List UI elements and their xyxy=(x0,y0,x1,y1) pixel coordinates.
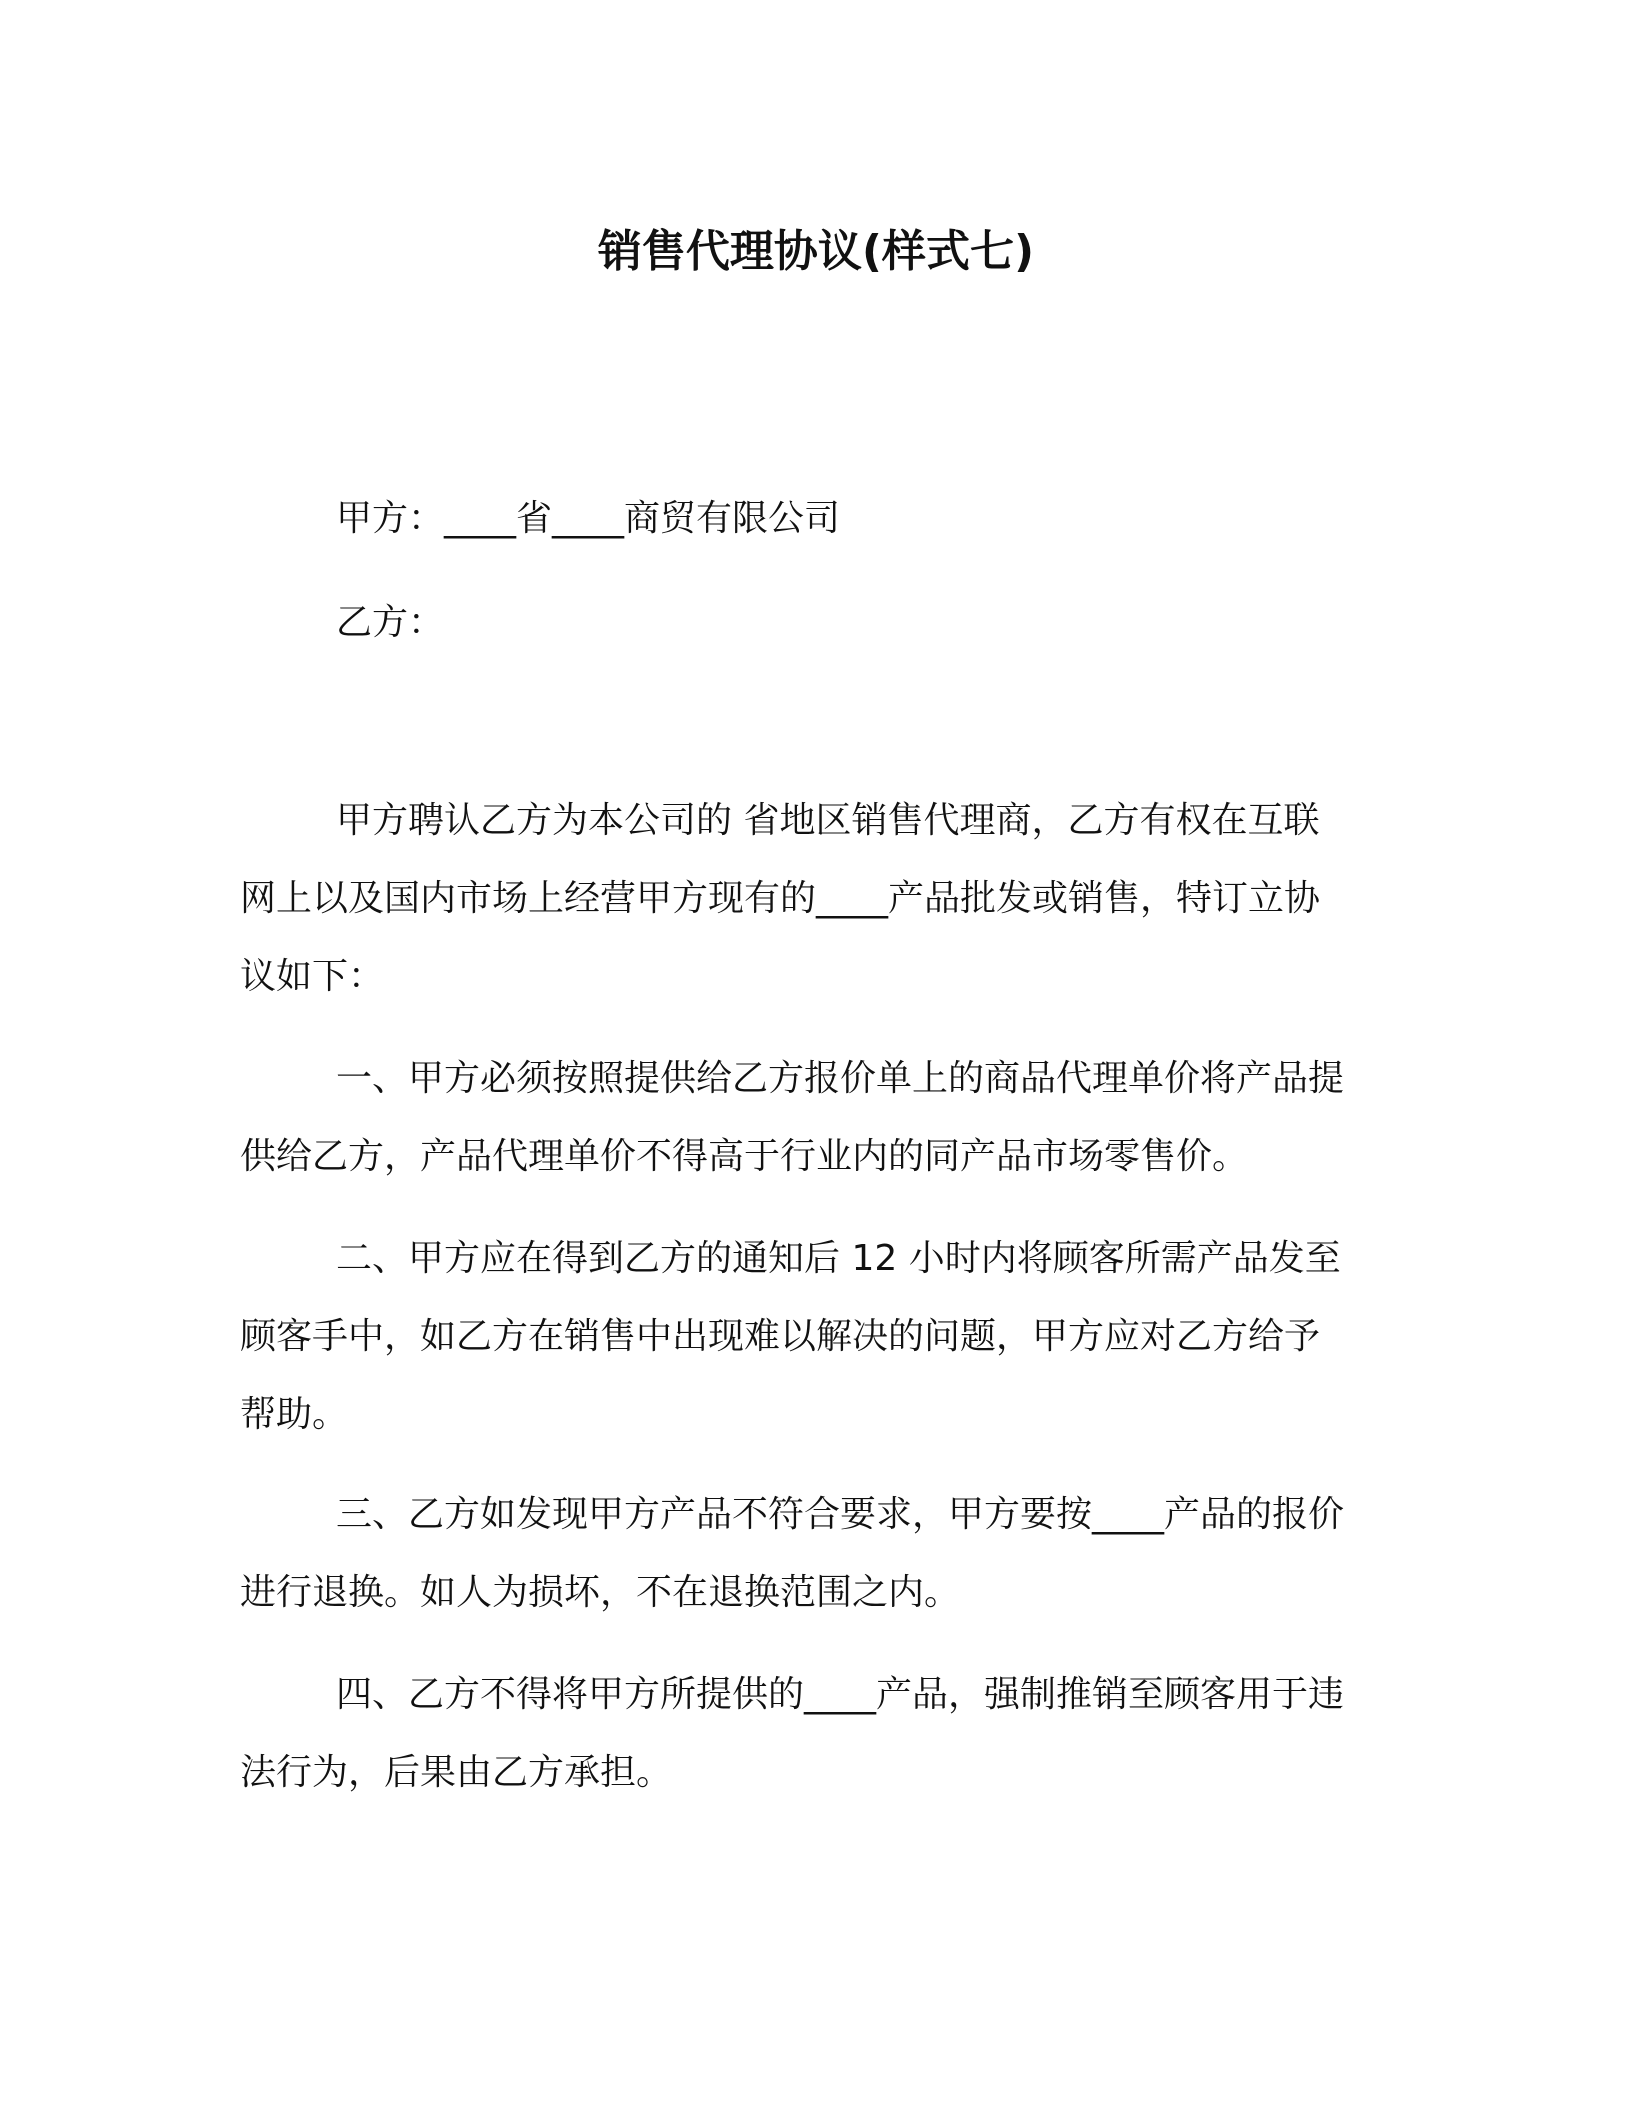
intro-line-2: 网上以及国内市场上经营甲方现有的____产品批发或销售，特订立协 xyxy=(240,878,1321,919)
party-b-line: 乙方： xyxy=(336,602,445,643)
clause-2-line-1: 二、甲方应在得到乙方的通知后 12 小时内将顾客所需产品发至 xyxy=(336,1238,1341,1279)
clause-4-line-2: 法行为，后果由乙方承担。 xyxy=(240,1752,673,1793)
clause-4-line-1: 四、乙方不得将甲方所提供的____产品，强制推销至顾客用于违 xyxy=(336,1674,1345,1715)
clause-1-line-2: 供给乙方，产品代理单价不得高于行业内的同产品市场零售价。 xyxy=(240,1136,1249,1177)
clause-2-line-3: 帮助。 xyxy=(240,1394,349,1435)
clause-3-line-2: 进行退换。如人为损坏，不在退换范围之内。 xyxy=(240,1572,961,1613)
clause-1-line-1: 一、甲方必须按照提供给乙方报价单上的商品代理单价将产品提 xyxy=(336,1058,1345,1099)
clause-3-line-1: 三、乙方如发现甲方产品不符合要求，甲方要按____产品的报价 xyxy=(336,1494,1345,1535)
document-title: 销售代理协议(样式七) xyxy=(597,226,1035,277)
intro-line-3: 议如下： xyxy=(240,956,385,997)
clause-2-line-2: 顾客手中，如乙方在销售中出现难以解决的问题，甲方应对乙方给予 xyxy=(240,1316,1321,1357)
intro-line-1: 甲方聘认乙方为本公司的 省地区销售代理商，乙方有权在互联 xyxy=(336,800,1320,841)
party-a-line: 甲方：____省____商贸有限公司 xyxy=(336,498,841,539)
